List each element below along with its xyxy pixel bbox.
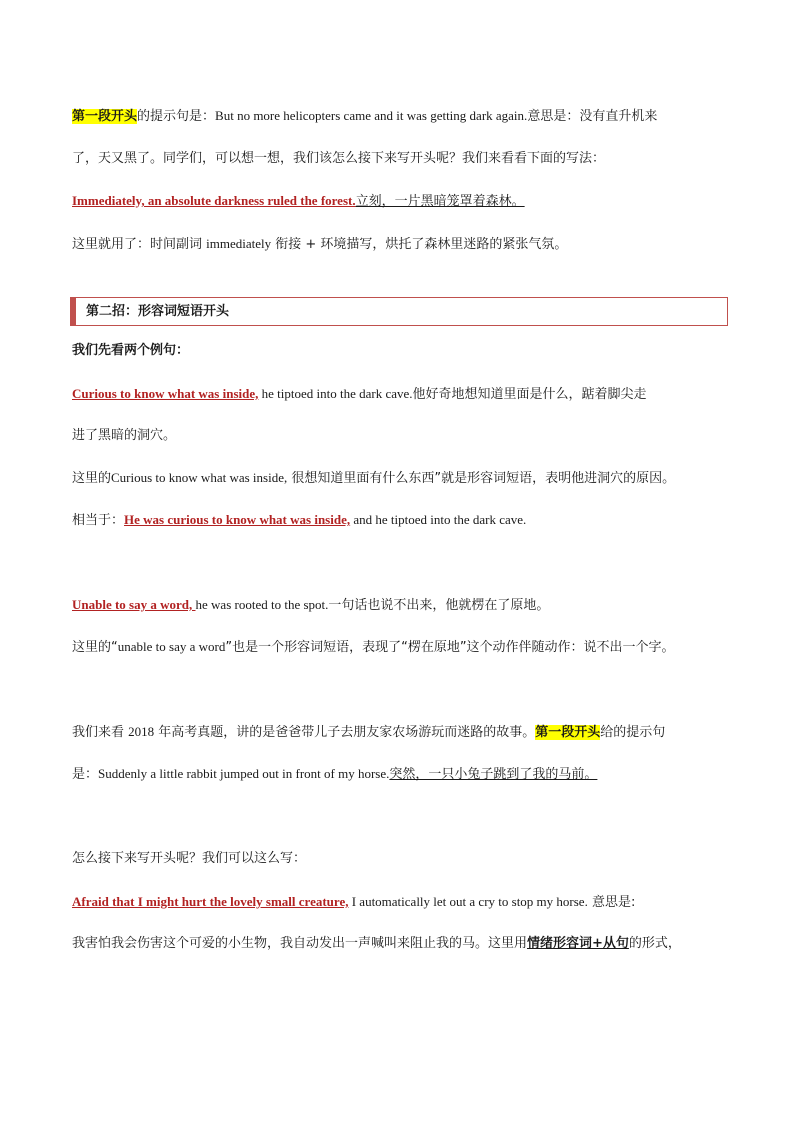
example-afraid [72, 892, 722, 913]
text: 这里的 [72, 471, 112, 486]
text: 我害怕我会伤害这个可爱的小生物，我自动发出一声喊叫来阻止我的马。这里用 [72, 936, 528, 951]
red-example-sentence: Immediately, an absolute darkness ruled the forest. [72, 193, 356, 208]
example-afraid-explain [72, 934, 722, 954]
bold-term: 情绪形容词+从句 [527, 936, 629, 951]
text: 这里的“ [72, 640, 118, 655]
text: 意思是：没有直升机来 [527, 109, 658, 124]
year: 2018 [128, 724, 155, 739]
text: 我们来看 [72, 725, 129, 740]
example-2 [72, 595, 722, 616]
english-word: immediately [206, 236, 272, 251]
text: 意思是: [587, 895, 636, 910]
text: 很想知道里面有什么东西”就是形容词短语，表明他进洞穴的原因。 [287, 471, 676, 486]
english-sentence: he tiptoed into the dark cave. [258, 386, 413, 401]
exam-hint [72, 764, 722, 785]
translation: 他好奇地想知道里面是什么，踮着脚尖走 [412, 387, 647, 402]
red-example-phrase: Afraid that I might hurt the lovely small creature, [72, 894, 349, 909]
explanation-immediately [72, 234, 722, 255]
translation: 一句话也说不出来，他就楞在了原地。 [328, 598, 550, 613]
english-phrase: Curious to know what was inside, [111, 470, 288, 485]
example-1-explain [72, 468, 722, 489]
paragraph-hint-1 [72, 106, 722, 127]
red-example-phrase: Curious to know what was inside, [72, 386, 259, 401]
text: 的形式， [628, 936, 681, 951]
english-sentence: Suddenly a little rabbit jumped out in front of my horse. [98, 766, 390, 781]
text: 的提示句是： [137, 109, 216, 124]
english-sentence: he was rooted to the spot. [195, 597, 329, 612]
red-example-phrase: Unable to say a word, [72, 597, 196, 612]
highlight-first-paragraph: 第一段开头 [535, 725, 601, 740]
example-2-explain [72, 637, 722, 658]
translation: 突然，一只小兔子跳到了我的马前。 [389, 767, 598, 782]
text: 这里就用了：时间副词 [72, 237, 207, 252]
how-to-continue: 怎么接下来写开头呢？我们可以这么写： [72, 851, 307, 866]
example-immediately [72, 191, 722, 212]
text: 是： [72, 767, 99, 782]
example-1-cont: 进了黑暗的洞穴。 [72, 428, 177, 443]
red-equivalent-sentence: He was curious to know what was inside, [124, 512, 351, 527]
highlight-first-paragraph: 第一段开头 [72, 109, 138, 124]
section-title: 第二招：形容词短语开头 [86, 304, 230, 319]
intro-examples: 我们先看两个例句： [72, 343, 190, 358]
text: 给的提示句 [600, 725, 666, 740]
english-phrase: unable to say a word [117, 639, 226, 654]
english-sentence: I automatically let out a cry to stop my horse. [348, 894, 588, 909]
translation: 立刻，一片黑暗笼罩着森林。 [355, 194, 525, 209]
english-sentence: But no more helicopters came and it was getting dark again. [215, 108, 528, 123]
example-1-equivalent [72, 510, 722, 531]
exam-intro [72, 722, 722, 743]
text: 衔接 + 环境描写，烘托了森林里迷路的紧张气氛。 [271, 237, 568, 252]
paragraph-hint-1-cont: 了，天又黑了。同学们，可以想一想，我们该怎么接下来写开头呢？我们来看看下面的写法： [72, 151, 606, 166]
text: 相当于： [72, 513, 125, 528]
example-1 [72, 384, 722, 405]
section-heading-box [70, 297, 728, 326]
text: 年高考真题，讲的是爸爸带儿子去朋友家农场游玩而迷路的故事。 [154, 725, 536, 740]
english-sentence: and he tiptoed into the dark cave. [350, 512, 527, 527]
text: ”也是一个形容词短语，表现了“楞在原地”这个动作伴随动作：说不出一个字。 [225, 640, 675, 655]
